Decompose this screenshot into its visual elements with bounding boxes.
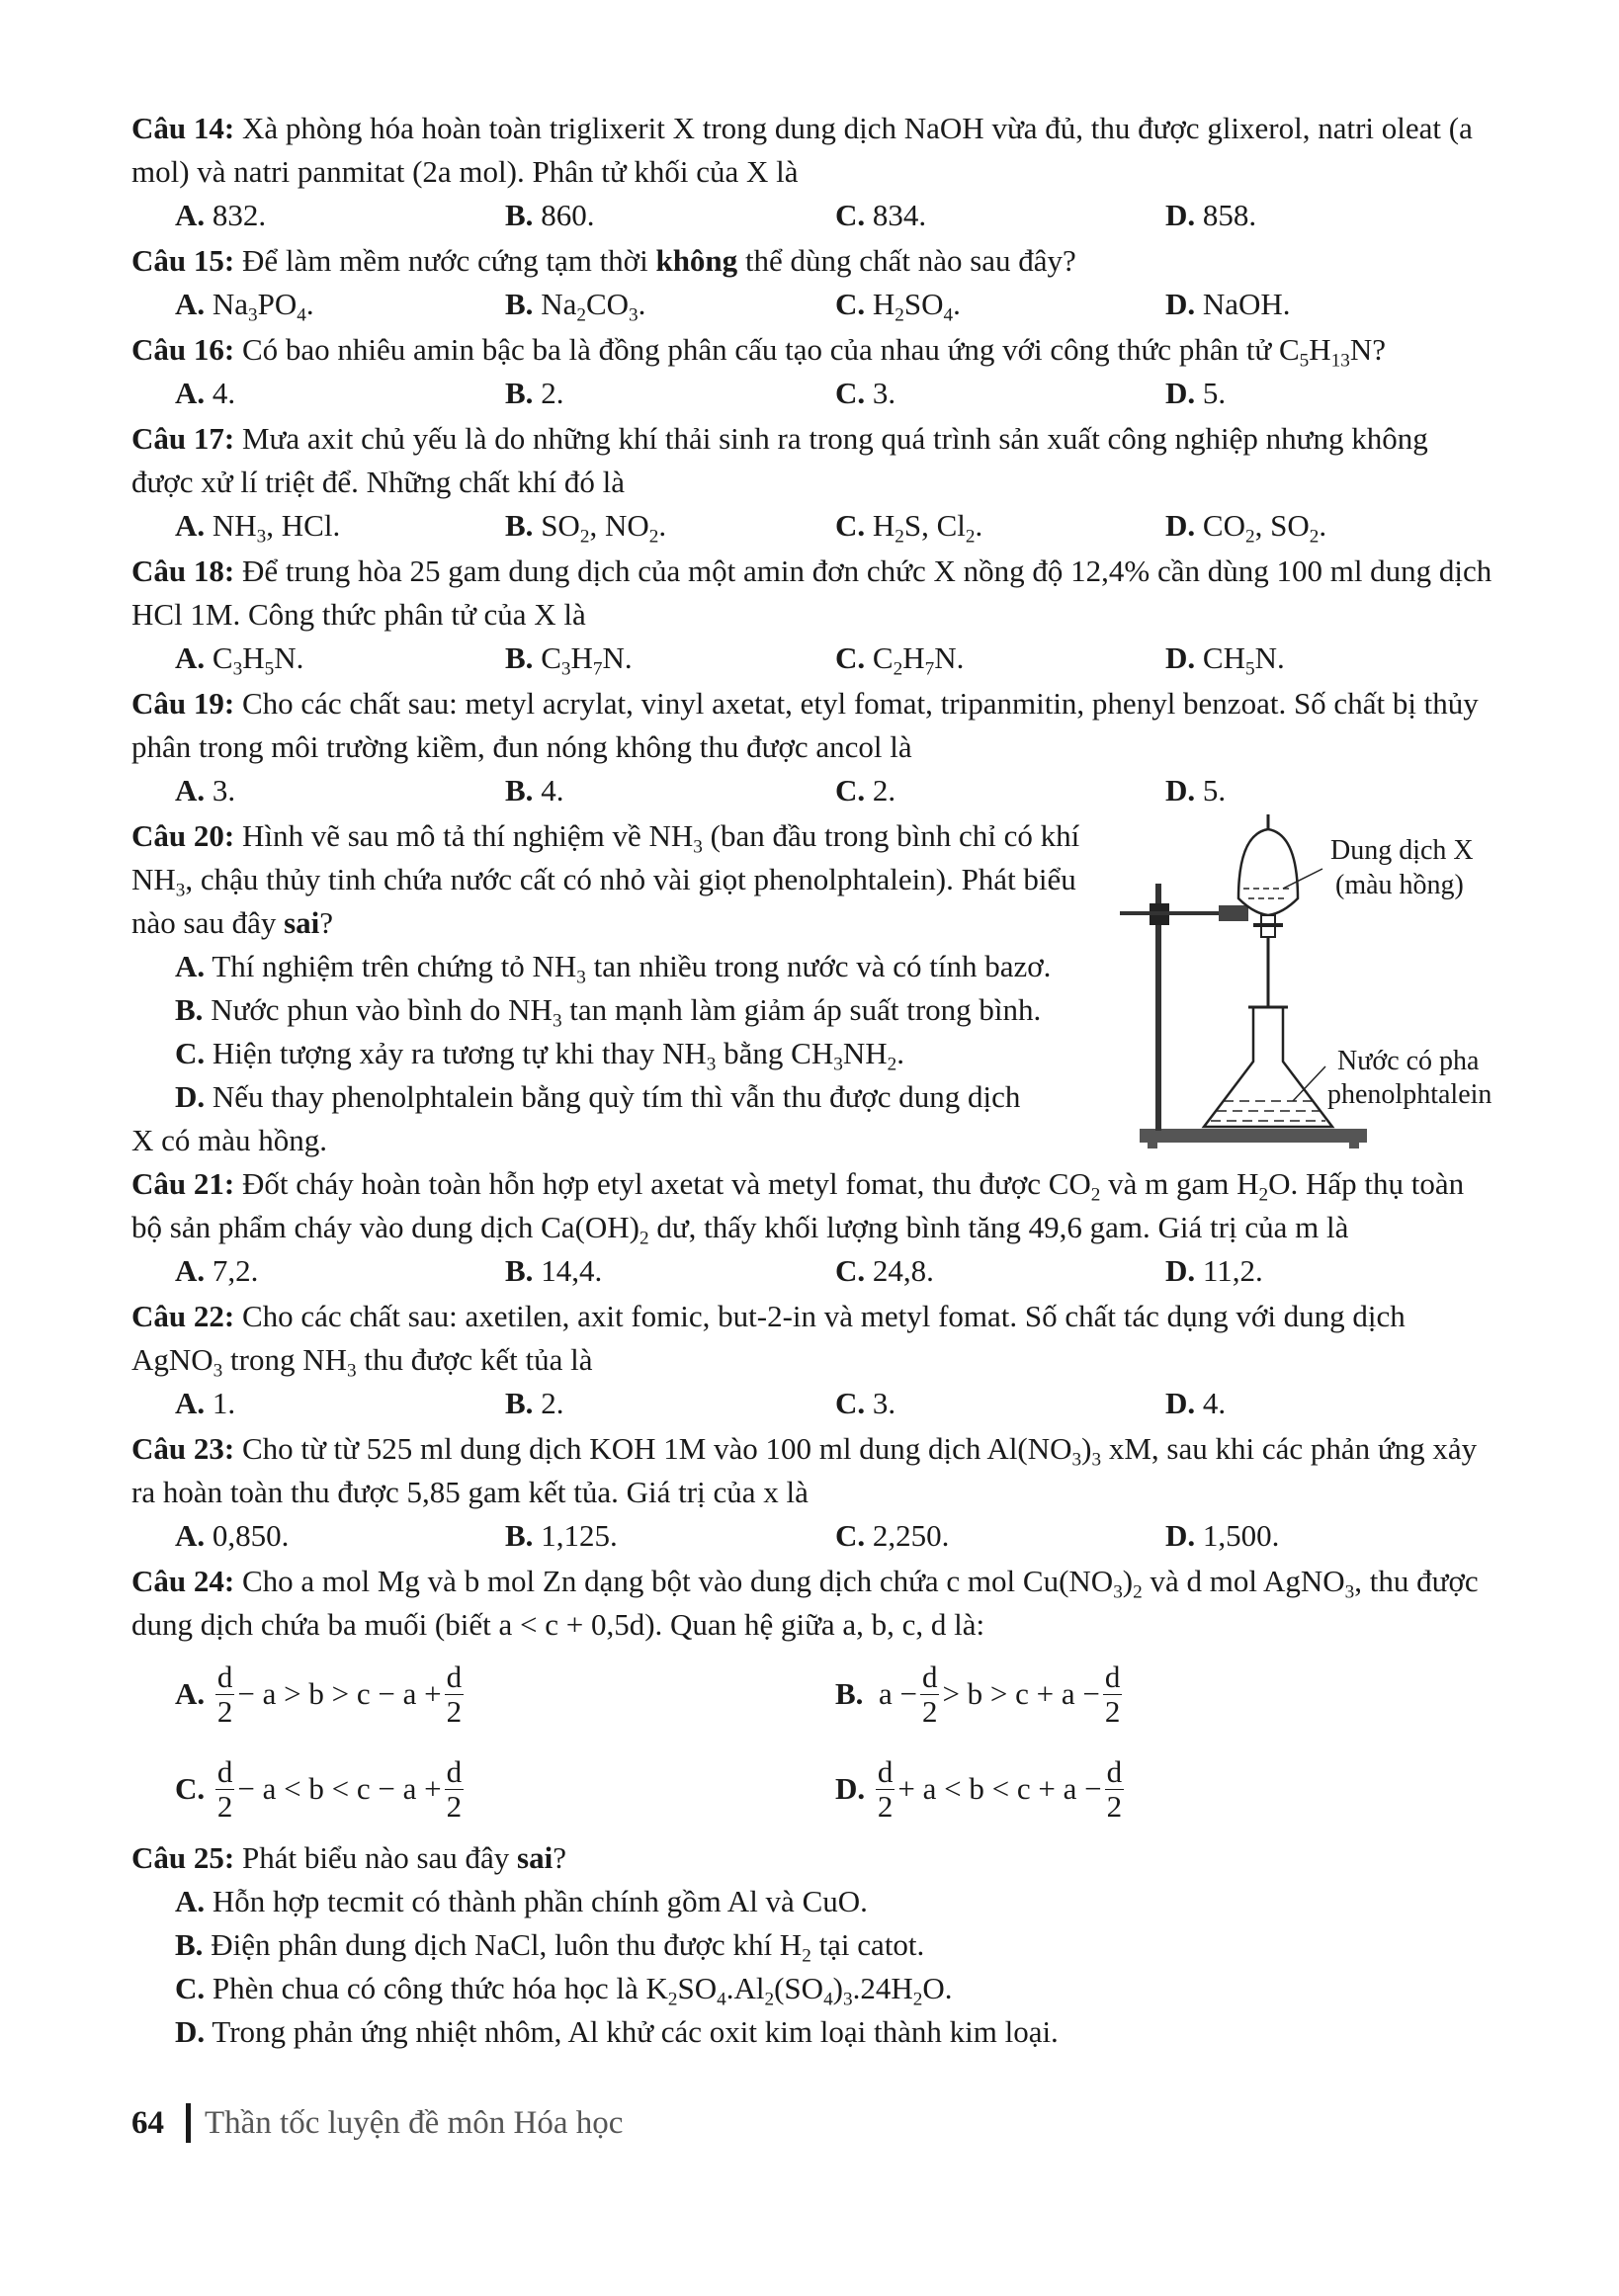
option-a: A. $C_3H_5N$. xyxy=(175,640,304,680)
option-d: D. 4. xyxy=(1165,1386,1227,1420)
option-c: C. $\frac{d}{2}$ − a < b < c − a + $\frac{d}{2}$ xyxy=(175,1753,463,1824)
option-c: C. Hiện tượng xảy ra tương tự khi thay $NH_3$ bằng $CH_3NH_2$. xyxy=(175,1036,904,1075)
question-19: Câu 19: Cho các chất sau: metyl acrylat, vinyl axetat, etyl fomat, tripanmitin, phenyl benzoat. Số chất bị thủy phân trong môi trường kiềm, đun nóng không thu được ancol là xyxy=(131,686,1479,764)
option-d: D. 1,500. xyxy=(1165,1518,1280,1553)
label-mau-hong: (màu hồng) xyxy=(1335,870,1464,900)
option-a: A. 0,850. xyxy=(175,1518,290,1553)
option-b: B. 1,125. xyxy=(505,1518,618,1553)
option-c: C. $C_2H_7N$. xyxy=(835,640,965,680)
option-b: B. 14,4. xyxy=(505,1253,603,1288)
footer-divider xyxy=(186,2103,191,2143)
option-d: D. Nếu thay phenolphtalein bằng quỳ tím thì vẫn thu được dung dịch xyxy=(175,1079,1021,1114)
option-c: C. 834. xyxy=(835,198,927,232)
option-a: A. $\frac{d}{2}$ − a > b > c − a + $\frac{d}{2}$ xyxy=(175,1658,463,1729)
option-d: D. 11,2. xyxy=(1165,1253,1263,1288)
option-b: B. a − $\frac{d}{2}$ > b > c + a − $\frac{d}{2}$ xyxy=(835,1658,1121,1729)
option-a: A. 7,2. xyxy=(175,1253,259,1288)
question-24: Câu 24: Cho a mol Mg và b mol Zn dạng bột vào dung dịch chứa c mol $Cu(NO_3)_2$ và d mol AgNO$_3$, thu được dung dịch chứa ba muối (biết a < c + 0,5d). Quan hệ giữa a, b, c, d là: xyxy=(131,1564,1479,1642)
option-b: B. 2. xyxy=(505,1386,564,1420)
question-15: Câu 15: Để làm mềm nước cứng tạm thời không thể dùng chất nào sau đây? xyxy=(131,243,1076,278)
book-title: Thần tốc luyện đề môn Hóa học xyxy=(205,2104,624,2141)
page-footer xyxy=(131,2103,623,2143)
option-a: A. 1. xyxy=(175,1386,236,1420)
option-b: B. Điện phân dung dịch NaCl, luôn thu được khí $H_2$ tại catot. xyxy=(175,1927,925,1967)
option-b: B. 2. xyxy=(505,376,564,410)
question-18-options xyxy=(131,637,1495,680)
question-17: Câu 17: Mưa axit chủ yếu là do những khí thải sinh ra trong quá trình sản xuất công nghiệp nhưng không được xử lí triệt để. Những chất khí đó là xyxy=(131,421,1428,499)
flask xyxy=(1204,1007,1332,1127)
option-d: D. Trong phản ứng nhiệt nhôm, Al khử các oxit kim loại thành kim loại. xyxy=(175,2014,1059,2049)
option-d: D. NaOH. xyxy=(1165,287,1291,321)
question-15-options xyxy=(131,283,1495,326)
option-d: D. $\frac{d}{2}$ + a < b < c + a − $\frac{d}{2}$ xyxy=(835,1753,1123,1824)
question-22-options xyxy=(131,1382,1495,1425)
option-b: B. $C_3H_7N$. xyxy=(505,640,633,680)
label-dung-dich-x: Dung dịch X xyxy=(1330,835,1474,866)
option-a: A. 4. xyxy=(175,376,236,410)
option-c: C. 2. xyxy=(835,773,896,808)
option-b: B. Nước phun vào bình do $NH_3$ tan mạnh làm giảm áp suất trong bình. xyxy=(175,992,1042,1032)
option-d: D. 858. xyxy=(1165,198,1257,232)
question-22: Câu 22: Cho các chất sau: axetilen, axit fomic, but-2-in và metyl fomat. Số chất tác dụng với dung dịch AgNO$_3$ trong $NH_3$ thu được kết tủa là xyxy=(131,1299,1406,1382)
option-d: D. 5. xyxy=(1165,773,1227,808)
option-a: A. 3. xyxy=(175,773,236,808)
option-c: C. 24,8. xyxy=(835,1253,934,1288)
question-21: Câu 21: Đốt cháy hoàn toàn hỗn hợp etyl axetat và metyl fomat, thu được $CO_2$ và m gam $H_2O$. Hấp thụ toàn bộ sản phẩm cháy vào dung dịch $Ca(OH)_2$ dư, thấy khối lượng bình tăng 49,6 gam. Giá trị của m là xyxy=(131,1166,1465,1249)
option-d: D. $CH_5N$. xyxy=(1165,640,1285,680)
question-20: Câu 20: Hình vẽ sau mô tả thí nghiệm về $NH_3$ (ban đầu trong bình chỉ có khí $NH_3$, chậu thủy tinh chứa nước cất có nhỏ vài giọt phenolphtalein). Phát biểu nào sau đây sai? A. Thí nghiệm trên chứng tỏ $NH_3$ tan nhiều trong nước và có tính bazơ. B. Nước phun vào bình do $NH_3$ tan mạnh làm giảm áp suất trong bình. C. Hiện tượng xảy ra tương tự khi thay $NH_3$ bằng $CH_3NH_2$. D. Nếu thay phenolphtalein bằng quỳ tím thì vẫn thu được dung dịch X có màu hồng. Dung dịch X (màu hồng) Nước có pha phenolphtalein xyxy=(131,814,1495,1162)
question-23-options xyxy=(131,1514,1495,1558)
option-a: A. $Na_3PO_4$. xyxy=(175,287,314,326)
option-b: B. 860. xyxy=(505,198,595,232)
funnel xyxy=(1238,829,1298,915)
option-a: A. Thí nghiệm trên chứng tỏ $NH_3$ tan nhiều trong nước và có tính bazơ. xyxy=(175,949,1052,988)
question-24-options-row-2 xyxy=(131,1742,1495,1836)
option-d: D. 5. xyxy=(1165,376,1227,410)
question-16-options xyxy=(131,372,1495,415)
option-c: C. 3. xyxy=(835,376,896,410)
option-a: A. $NH_3$, HCl. xyxy=(175,508,341,548)
question-23: Câu 23: Cho từ từ 525 ml dung dịch KOH 1M vào 100 ml dung dịch $Al(NO_3)_3$ xM, sau khi các phản ứng xảy ra hoàn toàn thu được 5,85 gam kết tủa. Giá trị của x là xyxy=(131,1431,1478,1509)
stand-base xyxy=(1140,1129,1367,1143)
question-14-options xyxy=(131,194,1495,237)
experiment-figure xyxy=(1120,814,1495,1160)
option-b: B. $Na_2CO_3$. xyxy=(505,287,646,326)
option-c: C. 3. xyxy=(835,1386,896,1420)
option-a: A. Hỗn hợp tecmit có thành phần chính gồm Al và CuO. xyxy=(175,1884,868,1918)
option-d: D. $CO_2$, $SO_2$. xyxy=(1165,508,1327,548)
document-page xyxy=(131,107,1495,2054)
label-phenolphtalein: phenolphtalein xyxy=(1327,1079,1492,1110)
option-c: C. $H_2SO_4$. xyxy=(835,287,961,326)
question-18: Câu 18: Để trung hòa 25 gam dung dịch của một amin đơn chức X nồng độ 12,4% cần dùng 100 ml dung dịch HCl 1M. Công thức phân tử của X là xyxy=(131,553,1492,632)
question-25: Câu 25: Phát biểu nào sau đây sai? xyxy=(131,1840,566,1875)
option-c: C. 2,250. xyxy=(835,1518,950,1553)
option-a: A. 832. xyxy=(175,198,267,232)
page-number: 64 xyxy=(131,2104,164,2141)
option-b: B. $SO_2$, $NO_2$. xyxy=(505,508,667,548)
question-24-options-row-1 xyxy=(131,1647,1495,1742)
option-c: C. $H_2S$, $Cl_2$. xyxy=(835,508,983,548)
option-b: B. 4. xyxy=(505,773,564,808)
question-14: Câu 14: Xà phòng hóa hoàn toàn triglixerit X trong dung dịch NaOH vừa đủ, thu được glixerol, natri oleat (a mol) và natri panmitat (2a mol). Phân tử khối của X là xyxy=(131,111,1473,189)
question-21-options xyxy=(131,1249,1495,1293)
option-c: C. Phèn chua có công thức hóa học là $K_2SO_4.Al_2(SO_4)_3.24H_2O$. xyxy=(175,1971,953,2010)
question-17-options xyxy=(131,504,1495,548)
question-19-options xyxy=(131,769,1495,812)
label-nuoc-co-pha: Nước có pha xyxy=(1337,1046,1480,1076)
question-16: Câu 16: Có bao nhiêu amin bậc ba là đồng phân cấu tạo của nhau ứng với công thức phân tử $C_5H_{13}N$? xyxy=(131,332,1387,372)
